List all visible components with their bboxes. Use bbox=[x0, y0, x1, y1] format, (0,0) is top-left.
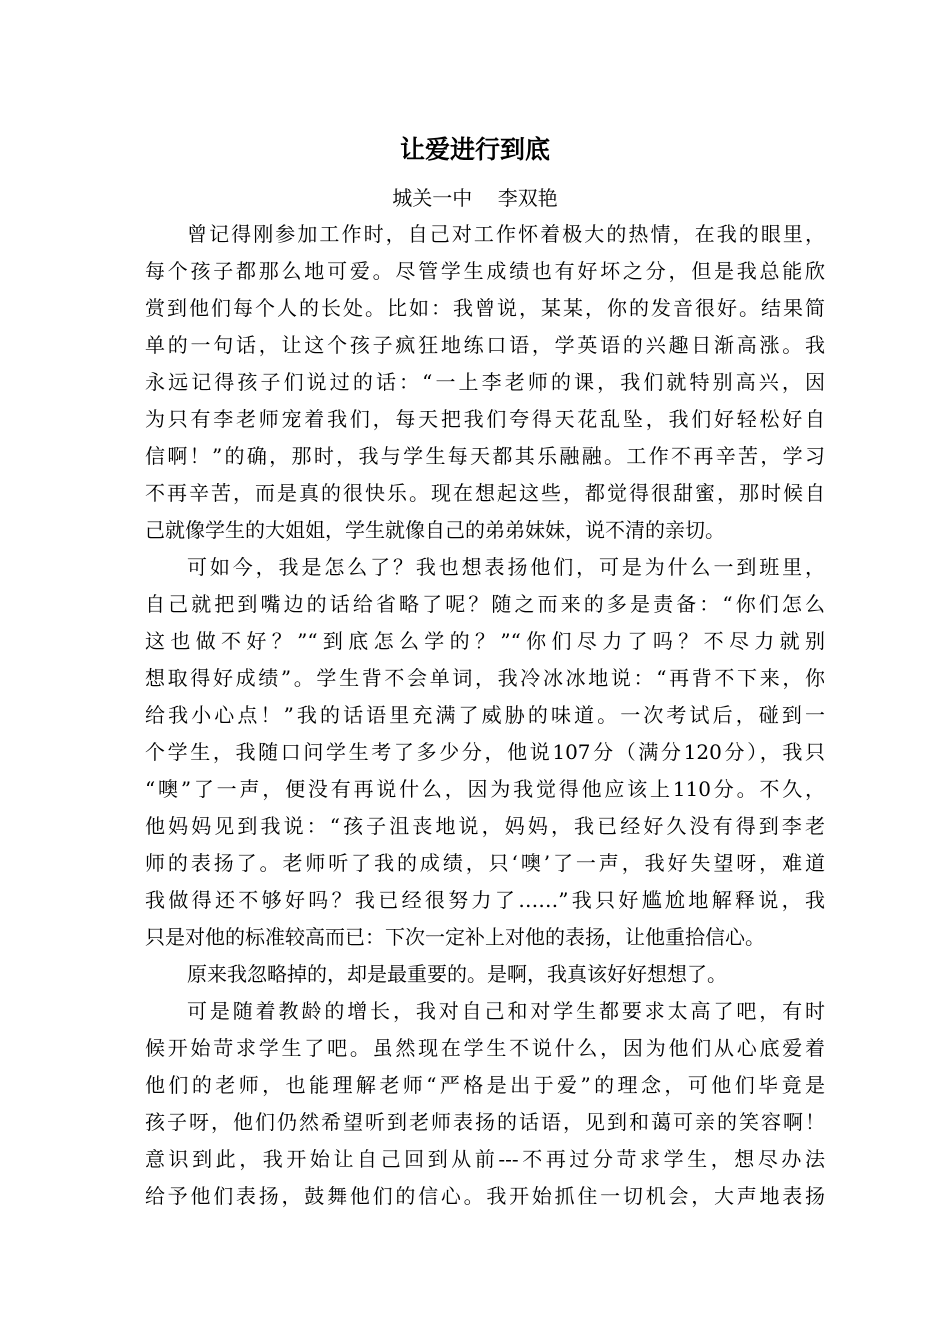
text-line: 他妈妈见到我说：“孩子沮丧地说，妈妈，我已经好久没有得到李老 bbox=[145, 814, 825, 838]
text-line: 可如今，我是怎么了？我也想表扬他们，可是为什么一到班里， bbox=[187, 555, 825, 579]
text-line: 给予他们表扬，鼓舞他们的信心。我开始抓住一切机会，大声地表扬 bbox=[145, 1184, 825, 1208]
text-line: 曾记得刚参加工作时，自己对工作怀着极大的热情，在我的眼里， bbox=[187, 222, 825, 246]
text-line: 每个孩子都那么地可爱。尽管学生成绩也有好坏之分，但是我总能欣 bbox=[145, 259, 825, 283]
author-byline: 城关一中 李双艳 bbox=[392, 186, 558, 210]
text-line: 师的表扬了。老师听了我的成绩，只‘噢’了一声，我好失望呀，难道 bbox=[145, 851, 825, 875]
text-line: 给我小心点！”我的话语里充满了威胁的味道。一次考试后，碰到一 bbox=[145, 703, 825, 727]
text-line: 想取得好成绩”。学生背不会单词，我冷冰冰地说：“再背不下来，你 bbox=[145, 666, 825, 690]
document-body bbox=[145, 216, 825, 1215]
text-line: 个学生，我随口问学生考了多少分，他说107分（满分120分），我只 bbox=[145, 740, 825, 764]
text-line: 我做得还不够好吗？我已经很努力了……”我只好尴尬地解释说，我 bbox=[145, 888, 825, 912]
text-line: “噢”了一声，便没有再说什么，因为我觉得他应该上110分。不久， bbox=[145, 777, 825, 801]
document-title: 让爱进行到底 bbox=[399, 135, 550, 164]
text-line: 永远记得孩子们说过的话：“一上李老师的课，我们就特别高兴，因 bbox=[145, 370, 825, 394]
text-line: 己就像学生的大姐姐，学生就像自己的弟弟妹妹，说不清的亲切。 bbox=[145, 518, 725, 542]
text-line: 意识到此，我开始让自己回到从前---不再过分苛求学生，想尽办法 bbox=[145, 1147, 825, 1171]
text-line: 原来我忽略掉的，却是最重要的。是啊，我真该好好想想了。 bbox=[187, 962, 727, 986]
text-line: 自己就把到嘴边的话给省略了呢？随之而来的多是责备：“你们怎么 bbox=[145, 592, 825, 616]
text-line: 赏到他们每个人的长处。比如：我曾说，某某，你的发音很好。结果简 bbox=[145, 296, 825, 320]
text-line: 孩子呀，他们仍然希望听到老师表扬的话语，见到和蔼可亲的笑容啊！ bbox=[145, 1110, 825, 1134]
text-line: 他们的老师，也能理解老师“严格是出于爱”的理念，可他们毕竟是 bbox=[145, 1073, 825, 1097]
text-line: 不再辛苦，而是真的很快乐。现在想起这些，都觉得很甜蜜，那时候自 bbox=[145, 481, 825, 505]
text-line: 可是随着教龄的增长，我对自己和对学生都要求太高了吧，有时 bbox=[187, 999, 825, 1023]
text-line: 候开始苛求学生了吧。虽然现在学生不说什么，因为他们从心底爱着 bbox=[145, 1036, 825, 1060]
text-line: 只是对他的标准较高而已：下次一定补上对他的表扬，让他重拾信心。 bbox=[145, 925, 765, 949]
text-line: 这也做不好？”“到底怎么学的？”“你们尽力了吗？不尽力就别 bbox=[145, 629, 825, 653]
text-line: 信啊！”的确，那时，我与学生每天都其乐融融。工作不再辛苦，学习 bbox=[145, 444, 825, 468]
text-line: 单的一句话，让这个孩子疯狂地练口语，学英语的兴趣日渐高涨。我 bbox=[145, 333, 825, 357]
text-line: 为只有李老师宠着我们，每天把我们夸得天花乱坠，我们好轻松好自 bbox=[145, 407, 825, 431]
